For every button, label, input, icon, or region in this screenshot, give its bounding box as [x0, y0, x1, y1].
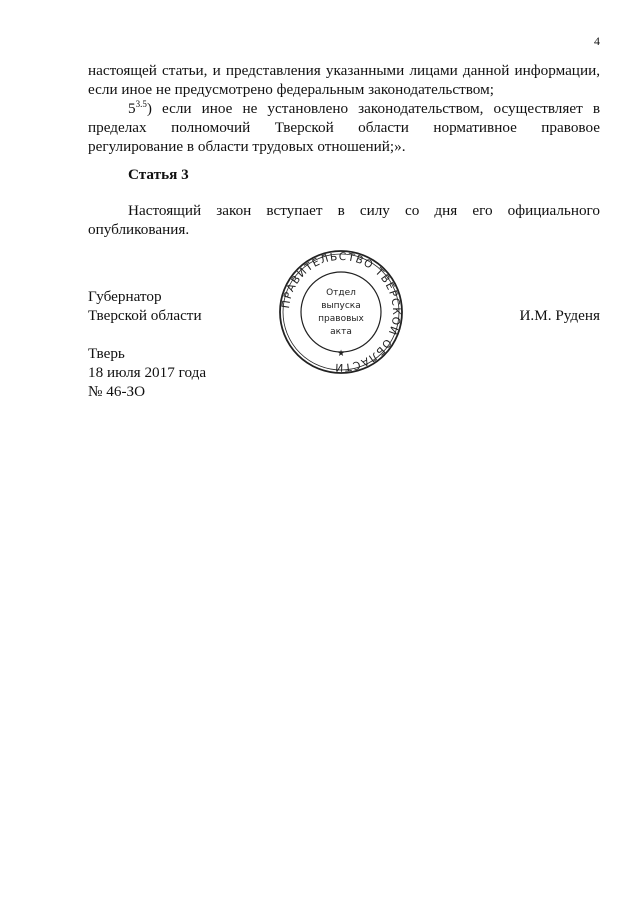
stamp-line: выпуска: [321, 301, 361, 311]
date: 18 июля 2017 года: [88, 364, 207, 381]
signatory-region: Тверской области: [88, 307, 202, 324]
signatory-name: И.М. Руденя: [519, 307, 600, 324]
item-text: ) если иное не установлено законодательством, осуществляет в: [146, 100, 600, 117]
paragraph-line: пределах полномочий Тверской области нормативное правовое: [88, 119, 600, 136]
paragraph-item-5-3-5: [88, 99, 600, 156]
stamp-line: акта: [330, 327, 352, 337]
paragraph-line: если иное не предусмотрено федеральным законодательством;: [88, 81, 494, 98]
stamp-star-icon: ★: [336, 349, 346, 359]
city: Тверь: [88, 345, 125, 362]
signatory-title: Губернатор: [88, 288, 162, 305]
stamp-ring-text: ПРАВИТЕЛЬСТВО ТВЕРСКОЙ ОБЛАСТИ: [280, 250, 403, 374]
paragraph-line: опубликования.: [88, 221, 190, 238]
article-heading: Статья 3: [128, 166, 189, 183]
paragraph-line: [88, 99, 600, 118]
item-number: 5: [128, 100, 136, 117]
law-number: № 46-ЗО: [88, 383, 146, 400]
page-number: 4: [594, 34, 600, 48]
stamp-line: Отдел: [326, 288, 356, 298]
paragraph-line: Настоящий закон вступает в силу со дня его официального: [128, 202, 600, 219]
paragraph-continuation: [88, 61, 600, 99]
stamp-line: правовых: [318, 314, 364, 324]
item-superscript: 3.5: [135, 99, 147, 109]
stamp-center-text: [318, 288, 364, 337]
paragraph-line: регулирование в области трудовых отношений;».: [88, 138, 406, 155]
official-stamp: [269, 249, 413, 375]
paragraph-effective: [88, 201, 600, 239]
signatory-position: [88, 287, 202, 325]
place-date-block: [88, 344, 206, 401]
paragraph-line: настоящей статьи, и представления указанными лицами данной информации,: [88, 62, 600, 79]
